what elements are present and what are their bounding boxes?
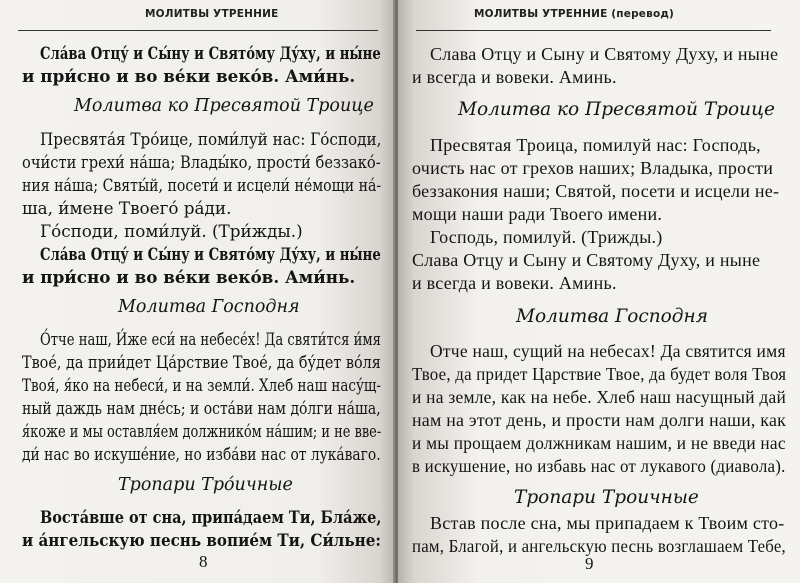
left-line-2: и при́сно и во ве́ки веко́в. Ами́нь. <box>22 66 356 86</box>
right-line-9: и всегда и вовеки. Аминь. <box>412 273 617 293</box>
right-header-rule <box>416 30 771 31</box>
right-heading-troparia: Тропари Троичные <box>514 487 699 508</box>
left-line-12: Твоя́, я́ко на небеси́, и на земли́. Хлеб наш насу́щ- <box>22 375 381 395</box>
left-line-1: Сла́ва Отцу́ и Сы́ну и Свято́му Ду́ху, и ны́не <box>40 43 381 63</box>
right-line-15: в искушение, но избавь нас от лукавого (диавола). <box>412 456 786 476</box>
right-line-3: Пресвятая Троица, помилуй нас: Господь, <box>430 135 761 155</box>
left-line-11: Твое́, да прии́дет Ца́рствие Твое́, да бу́дет во́ля <box>22 352 381 372</box>
left-line-4: очи́сти грехи́ на́ша; Влады́ко, прости́ беззако́- <box>22 152 381 172</box>
right-line-5: беззакония наши; Святой, посети и исцели не- <box>412 181 780 201</box>
right-line-6: мощи наши ради Твоего имени. <box>412 204 663 224</box>
left-line-5: ния на́ша; Святы́й, посети́ и исцели́ не́мощи на́- <box>22 175 382 195</box>
right-line-2: и всегда и вовеки. Аминь. <box>412 67 617 87</box>
right-line-14: и мы прощаем должникам нашим, и не введи нас <box>412 433 786 453</box>
right-page-number: 9 <box>585 554 594 573</box>
left-line-6: ша, и́мене Твоего́ ра́ди. <box>22 198 232 218</box>
left-heading-trinity: Молитва ко Пресвятой Троице <box>74 96 374 116</box>
left-running-head: МОЛИТВЫ УТРЕННИЕ <box>145 8 279 20</box>
left-page <box>0 0 395 583</box>
right-heading-lords-prayer: Молитва Господня <box>516 306 708 327</box>
left-line-17: и а́нгельскую песнь вопие́м Ти, Си́льне: <box>22 530 381 550</box>
left-line-10: О́тче наш, И́же еси́ на небесе́х! Да святи́тся и́мя <box>40 329 381 349</box>
right-line-4: очисть нас от грехов наших; Владыка, прости <box>412 158 774 178</box>
left-line-3: Пресвята́я Тро́ице, поми́луй нас: Го́споди, <box>40 129 382 149</box>
left-line-8: Сла́ва Отцу́ и Сы́ну и Свято́му Ду́ху, и ны́не <box>40 244 381 264</box>
left-heading-lords-prayer: Молитва Господня <box>118 297 300 317</box>
right-line-12: и на земле, как на небе. Хлеб наш насущный дай <box>412 387 787 407</box>
left-heading-troparia: Тропари Тро́ичные <box>118 475 293 495</box>
right-running-head: МОЛИТВЫ УТРЕННИЕ (перевод) <box>474 8 675 20</box>
left-line-7: Го́споди, поми́луй. (Три́жды.) <box>40 221 303 241</box>
left-line-16: Воста́вше от сна, припа́даем Ти, Бла́же, <box>40 507 382 527</box>
right-line-7: Господь, помилуй. (Трижды.) <box>430 227 663 247</box>
left-line-13: ный даждь нам дне́сь; и оста́ви нам до́лги на́ша, <box>22 398 381 418</box>
right-line-10: Отче наш, сущий на небесах! Да святится имя <box>430 341 786 361</box>
right-line-8: Слава Отцу и Сыну и Святому Духу, и ныне <box>412 250 761 270</box>
left-page-number: 8 <box>199 552 208 571</box>
right-line-13: нам на этот день, и прости нам долги наши, как <box>412 410 787 430</box>
right-line-1: Слава Отцу и Сыну и Святому Духу, и ныне <box>430 44 779 64</box>
right-line-16: Встав после сна, мы припадаем к Твоим сто- <box>430 513 785 533</box>
left-header-rule <box>18 30 378 31</box>
left-line-15: ди́ нас во искуше́ние, но изба́ви нас от лука́ваго. <box>22 444 381 464</box>
left-line-14: я́коже и мы оставля́ем должнико́м на́шим; и не вве- <box>22 421 382 441</box>
right-line-17: пам, Благой, и ангельскую песнь возглашаем Тебе, <box>412 536 786 556</box>
left-line-9: и при́сно и во ве́ки веко́в. Ами́нь. <box>22 267 356 287</box>
right-heading-trinity: Молитва ко Пресвятой Троице <box>458 99 775 120</box>
right-page <box>398 0 800 583</box>
right-line-11: Твое, да придет Царствие Твое, да будет воля Твоя <box>412 364 787 384</box>
